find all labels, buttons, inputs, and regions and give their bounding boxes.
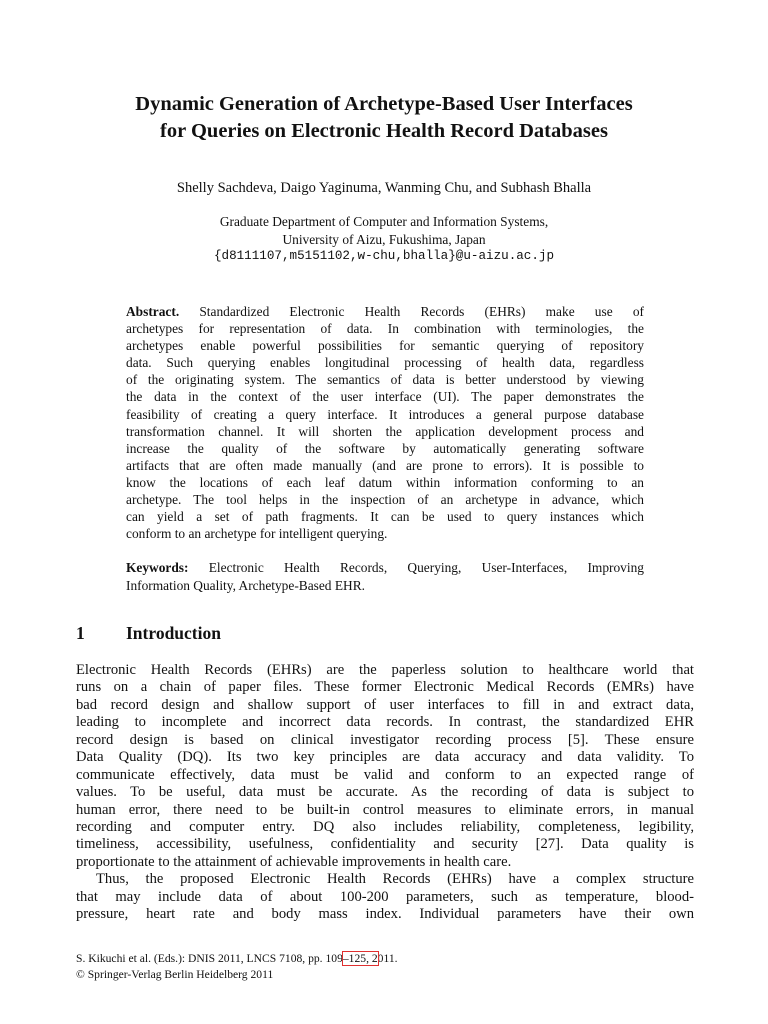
abstract-line: archetypes enable powerful possibilities for semantic querying of repository	[126, 338, 644, 354]
abstract-line: know the locations of each leaf datum within information conforming to an	[126, 474, 644, 490]
abstract-label: Abstract.	[126, 304, 180, 319]
body-line: proportionate to the attainment of achievable improvements in health care.	[76, 853, 512, 870]
body-line: bad record design and shallow support of user interfaces to fill in and extract data,	[76, 696, 694, 713]
body-line: timeliness, accessibility, usefulness, confidentiality and security [27]. Data quality is	[76, 836, 694, 853]
abstract-line: transformation channel. It will shorten the application development process and	[126, 423, 644, 439]
author-list: Shelly Sachdeva, Daigo Yaginuma, Wanming Chu, and Subhash Bhalla	[176, 180, 592, 196]
body-line: runs on a chain of paper files. These former Electronic Medical Records (EMRs) have	[76, 679, 694, 696]
affiliation	[60, 213, 708, 266]
body-line: pressure, heart rate and body mass index. Individual parameters have their own	[76, 906, 694, 923]
section-title: Introduction	[126, 623, 221, 643]
page-range-link[interactable]: –125, 2	[342, 952, 378, 965]
body-line: leading to incomplete and incorrect data records. In contrast, the standardized EHR	[76, 714, 694, 731]
abstract-line: archetype. The tool helps in the inspection of an archetype in advance, which	[126, 492, 644, 508]
affiliation-line: Graduate Department of Computer and Information Systems,	[219, 214, 549, 229]
page-footer	[76, 951, 694, 983]
body-line: human error, there need to be built-in control measures to eliminate errors, in manual	[76, 801, 694, 818]
body-text	[76, 662, 694, 924]
author-emails: {d8111107,m5151102,w-chu,bhalla}@u-aizu.ac.jp	[213, 249, 555, 263]
title-line: for Queries on Electronic Health Record Databases	[160, 120, 608, 142]
section-heading	[76, 622, 476, 644]
abstract-line: conform to an archetype for intelligent querying.	[126, 526, 388, 542]
keywords-line: Keywords: Electronic Health Records, Querying, User-Interfaces, Improving	[126, 560, 644, 575]
affiliation-line: University of Aizu, Fukushima, Japan	[282, 231, 486, 247]
citation-line: S. Kikuchi et al. (Eds.): DNIS 2011, LNCS 7108, pp. 109–125, 2011.	[76, 952, 398, 965]
abstract-line: archetypes for representation of data. In combination with terminologies, the	[126, 321, 644, 337]
copyright-line: © Springer-Verlag Berlin Heidelberg 2011	[76, 968, 274, 981]
abstract-line: increase the quality of the software by automatically generating software	[126, 440, 644, 456]
body-line: communicate effectively, data must be valid and conform to an expected range of	[76, 766, 694, 783]
abstract-line: artifacts that are often made manually (and are prone to errors). It is possible to	[126, 457, 644, 473]
keywords	[126, 559, 644, 595]
abstract-line: data. Such querying enables longitudinal processing of health data, regardless	[126, 355, 644, 371]
body-line: values. To be useful, data must be accurate. As the recording of data is subject to	[76, 784, 694, 801]
title-line: Dynamic Generation of Archetype-Based User Interfaces	[135, 93, 633, 115]
section-number: 1	[76, 623, 85, 643]
body-line: record design is based on clinical investigator recording process [5]. These ensure	[76, 731, 694, 748]
body-line: Data Quality (DQ). Its two key principles are data accuracy and data validity. To	[76, 749, 694, 766]
body-line: recording and computer entry. DQ also includes reliability, completeness, legibility,	[76, 818, 694, 835]
body-line: that may include data of about 100-200 parameters, such as temperature, blood-	[76, 888, 694, 905]
abstract-line: Abstract. Standardized Electronic Health Records (EHRs) make use of	[126, 304, 644, 319]
abstract-line: of the originating system. The semantics of data is better understood by viewing	[126, 372, 644, 388]
abstract-line: feasibility of creating a query interface. It introduces a general purpose database	[126, 406, 644, 422]
abstract	[126, 303, 644, 542]
keywords-line: Information Quality, Archetype-Based EHR.	[126, 578, 365, 593]
body-line: Electronic Health Records (EHRs) are the paperless solution to healthcare world that	[76, 662, 694, 678]
body-line: Thus, the proposed Electronic Health Records (EHRs) have a complex structure	[96, 871, 694, 888]
abstract-line: can yield a set of path fragments. It can be used to query instances which	[126, 509, 644, 525]
keywords-label: Keywords:	[126, 560, 189, 575]
paper-title	[60, 91, 708, 145]
abstract-line: the data in the context of the user interface (UI). The paper demonstrates the	[126, 389, 644, 405]
